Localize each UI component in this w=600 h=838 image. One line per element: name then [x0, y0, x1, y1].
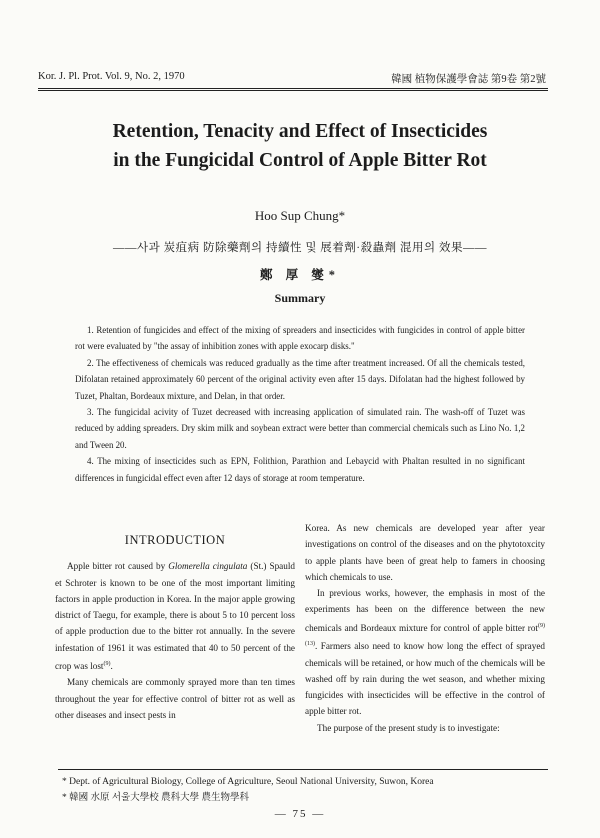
summary-heading: Summary — [274, 291, 326, 305]
running-header — [38, 71, 546, 87]
header-rule-bottom — [38, 90, 548, 91]
right-p2-rest: . Farmers also need to know how long the effect of sprayed chemicals will be retained, or how much of the chemicals will be washed off by rain during the wet season, and whether mixing fungicides with insecticides will be effective in the control of apple bitter rot. — [305, 641, 545, 717]
introduction-heading: INTRODUCTION — [124, 533, 226, 547]
summary-paragraph-3: 3. The fungicidal acivity of Tuzet decreased with increasing application of simulated rain. The wash-off of Tuzet was reduced by adding spreaders. Dry skim milk and soybean extract were better than commercial chemicals such as Lino No. 1,2 and Tween 20. — [75, 407, 525, 450]
summary-section — [75, 322, 525, 486]
paper-title — [40, 117, 560, 175]
korean-author-name: 鄭 厚 燮* — [259, 268, 340, 282]
intro-p1-start: Apple bitter rot caused by — [67, 561, 169, 572]
right-paragraph-1: Korea. As new chemicals are developed year after year investigations on control of the diseases and on the phytotoxcity to apple plants have been of great help to famers in choosing which chemicals to use. — [305, 523, 545, 582]
page-number: — 75 — — [274, 808, 326, 820]
intro-p1-rest: (St.) Spauld et Schroter is known to be one of the most important limiting factors in apple production in Korea. In the major apple growing district of Taegu, for example, there is about 5 to 10 percent loss of apple production due to the bitter rot annually. In the severe infestation of 1961 it was estimated that 40 to 50 percent of the crop was lost — [55, 561, 295, 672]
right-p2-start: In previous works, however, the emphasis in most of the experiments has been on the difference between the new chemicals and Bordeaux mixture for control of apple bitter rot — [305, 588, 545, 633]
intro-paragraph-2: Many chemicals are commonly sprayed more than ten times throughout the year for effective control of bitter rot as well as other diseases and insect pests in — [55, 677, 295, 721]
title-line-2: in the Fungicidal Control of Apple Bitter Rot — [113, 150, 487, 171]
journal-citation: Kor. J. Pl. Prot. Vol. 9, No. 2, 1970 — [38, 71, 185, 82]
journal-korean-citation: 韓國 植物保護學會誌 第9卷 第2號 — [391, 74, 546, 85]
right-paragraph-2 — [305, 585, 545, 720]
intro-paragraph-1 — [55, 558, 295, 674]
citation-ref: (9) — [103, 661, 111, 668]
right-column — [305, 520, 545, 736]
footnote-korean: * 韓國 水原 서울大學校 農科大學 農生物學科 — [62, 793, 249, 803]
summary-paragraph-2: 2. The effectiveness of chemicals was reduced gradually as the time after treatment increased. Of all the chemicals tested, Difolatan retained approximately 60 percent of the original activity even after 15 days. Difolatan had the highest followed by Tuzet, Phaltan, Bordeaux mixture, and Delan, in that order. — [75, 357, 525, 401]
author-name: Hoo Sup Chung* — [254, 208, 346, 223]
intro-p1-end: . — [110, 661, 113, 672]
korean-subtitle: ——사과 炭疽病 防除藥劑의 持續性 및 展着劑·殺蟲劑 混用의 效果—— — [113, 242, 487, 254]
right-paragraph-3: The purpose of the present study is to investigate: — [317, 722, 500, 733]
footnote-rule — [58, 769, 548, 770]
summary-paragraph-1: 1. Retention of fungicides and effect of the mixing of spreaders and insecticides with fungicides in control of apple bitter rot were evaluated by "the assay of inhibition zones with apple exocarp disks." — [75, 325, 525, 352]
pathogen-species: Glomerella cingulata — [168, 561, 248, 572]
footnotes — [62, 774, 542, 806]
summary-paragraph-4: 4. The mixing of insecticides such as EPN, Folithion, Parathion and Lebaycid with Phaltan resulted in no significant differences in fungicidal effect even after 12 days of storage at room temperature. — [75, 456, 525, 483]
footnote-english: * Dept. of Agricultural Biology, College of Agriculture, Seoul National University, Suwon, Korea — [62, 777, 434, 787]
left-column — [55, 520, 295, 723]
header-rule-top — [38, 88, 548, 89]
title-line-1: Retention, Tenacity and Effect of Insecticides — [112, 121, 488, 142]
citation-ref: (9)(13) — [305, 622, 545, 648]
